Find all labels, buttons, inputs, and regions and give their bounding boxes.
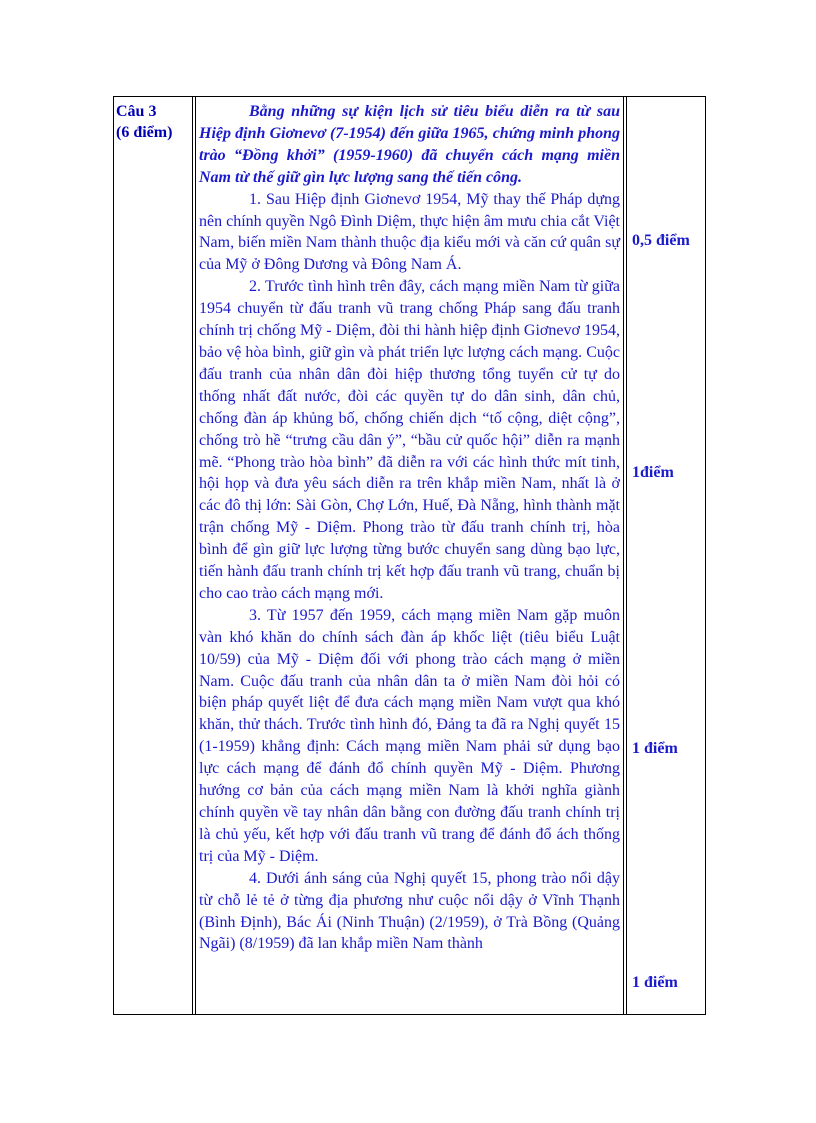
answer-paragraph-4: 4. Dưới ánh sáng của Nghị quyết 15, phong trào nổi dậy từ chỗ lẻ tẻ ở từng địa phương như cuộc nổi dậy ở Vĩnh Thạnh (Bình Định), Bác Ái (Ninh Thuận) (2/1959), ở Trà Bồng (Quảng Ngãi) (8/1959) đã lan khắp miền Nam thành bbox=[199, 869, 620, 953]
question-points: (6 điểm) bbox=[116, 124, 173, 141]
question-prompt: Bằng những sự kiện lịch sử tiêu biểu diễn ra từ sau Hiệp định Giơnevơ (7-1954) đến giữa 1965, chứng minh phong trào “Đồng khởi” (1959-1960) đã chuyển cách mạng miền Nam từ thế giữ gìn lực lượng sang thế tiến công. bbox=[199, 103, 620, 186]
score-paragraph-2: 1điểm bbox=[632, 464, 674, 481]
answer-paragraph-1: 1. Sau Hiệp định Giơnevơ 1954, Mỹ thay thế Pháp dựng nên chính quyền Ngô Đình Diệm, thực hiện âm mưu chia cắt Việt Nam, biến miền Nam thành thuộc địa kiểu mới và căn cứ quân sự của Mỹ ở Đông Dương và Đông Nam Á. bbox=[199, 190, 620, 274]
score-paragraph-3: 1 điểm bbox=[632, 740, 678, 757]
score-paragraph-4: 1 điểm bbox=[632, 974, 678, 991]
answer-paragraph-3: 3. Từ 1957 đến 1959, cách mạng miền Nam gặp muôn vàn khó khăn do chính sách đàn áp khốc liệt (tiêu biểu Luật 10/59) của Mỹ - Diệm đối với phong trào cách mạng ở miền Nam. Cuộc đấu tranh của nhân dân ta ở miền Nam đòi hỏi có biện pháp quyết liệt để đưa cách mạng miền Nam vượt qua khó khăn, thử thách. Trước tình hình đó, Đảng ta đã ra Nghị quyết 15 (1-1959) khẳng định: Cách mạng miền Nam phải sử dụng bạo lực cách mạng để đánh đổ chính quyền Mỹ - Diệm. Phương hướng cơ bản của cách mạng miền Nam là khởi nghĩa giành chính quyền về tay nhân dân bằng con đường đấu tranh chính trị là chủ yếu, kết hợp với đấu tranh vũ trang để đánh đổ ách thống trị của Mỹ - Diệm. bbox=[199, 606, 620, 865]
column-divider bbox=[626, 97, 627, 1014]
score-paragraph-1: 0,5 điểm bbox=[632, 232, 690, 249]
column-divider bbox=[195, 97, 196, 1014]
column-divider bbox=[623, 97, 624, 1014]
question-label-cell bbox=[116, 101, 190, 143]
question-number: Câu 3 bbox=[116, 103, 157, 120]
answer-paragraph-2: 2. Trước tình hình trên đây, cách mạng miền Nam từ giữa 1954 chuyển từ đấu tranh vũ trang chống Pháp sang đấu tranh chính trị chống Mỹ - Diệm, đòi thi hành hiệp định Giơnevơ 1954, bảo vệ hòa bình, giữ gìn và phát triển lực lượng cách mạng. Cuộc đấu tranh của nhân dân đòi hiệp thương tổng tuyển cử tự do thống nhất đất nước, đòi các quyền tự do dân sinh, dân chủ, chống đàn áp khủng bố, chống chiến dịch “tố cộng, diệt cộng”, chống trò hề “trưng cầu dân ý”, “bầu cử quốc hội” diễn ra mạnh mẽ. “Phong trào hòa bình” đã diễn ra với các hình thức mít tinh, hội họp và đưa yêu sách diễn ra trên khắp miền Nam, nhất là ở các đô thị lớn: Sài Gòn, Chợ Lớn, Huế, Đà Nẵng, hình thành mặt trận chống Mỹ - Diệm. Phong trào từ đấu tranh chính trị, hòa bình để gìn giữ lực lượng từng bước chuyển sang dùng bạo lực, tiến hành đấu tranh chính trị kết hợp đấu tranh vũ trang, chuẩn bị cho cao trào cách mạng mới. bbox=[199, 278, 620, 602]
column-divider bbox=[192, 97, 193, 1014]
answer-table bbox=[113, 96, 706, 1015]
answer-content-cell bbox=[199, 101, 620, 955]
